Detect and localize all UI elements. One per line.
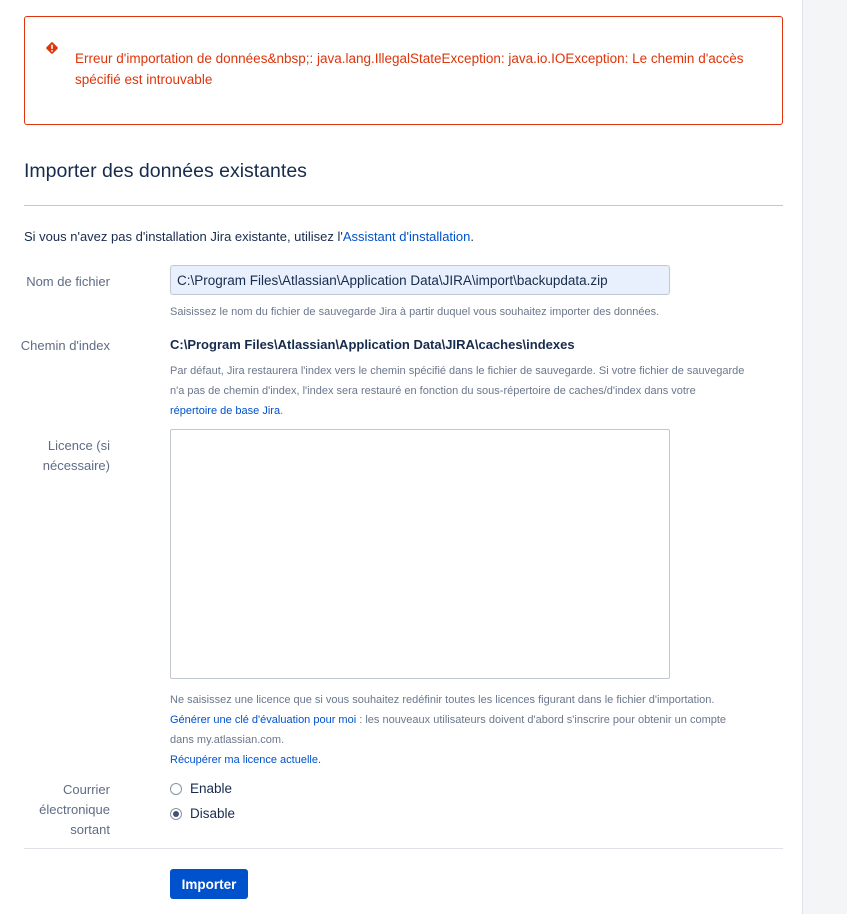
outgoing-mail-label-line2: électronique sortant	[39, 802, 110, 837]
form-divider	[24, 848, 783, 849]
licence-help-line3: dans my.atlassian.com.	[170, 734, 285, 746]
error-message-box	[24, 16, 783, 125]
filename-label: Nom de fichier	[26, 274, 110, 289]
licence-label-line1: Licence (si	[47, 438, 110, 453]
index-path-help-line1: Par défaut, Jira restaurera l'index vers le chemin spécifié dans le fichier de sauvegarde. Si votre fichier de sauvegarde	[170, 365, 745, 377]
licence-help-line4	[170, 750, 321, 770]
filename-help: Saisissez le nom du fichier de sauvegarde Jira à partir duquel vous souhaitez importer des données.	[170, 306, 660, 318]
mail-disable-radio[interactable]	[170, 808, 182, 820]
index-path-help-line2: n'a pas de chemin d'index, l'index sera restauré en fonction du sous-répertoire de caches/d'index dans votre	[170, 385, 696, 397]
licence-textarea[interactable]	[170, 429, 670, 679]
mail-option-enable[interactable]	[170, 781, 232, 796]
intro-text-before: Si vous n'avez pas d'installation Jira existante, utilisez l'	[24, 229, 343, 244]
licence-label	[43, 436, 110, 476]
outgoing-mail-label	[0, 780, 110, 840]
outgoing-mail-label-line1: Courrier	[63, 782, 110, 797]
index-path-help-after: .	[280, 405, 284, 417]
title-divider	[24, 205, 783, 206]
error-text: Erreur d'importation de données&nbsp;: java.lang.IllegalStateException: java.io.IOException: Le chemin d'accès spécifié est introuvable	[75, 51, 744, 87]
licence-generate-after: : les nouveaux utilisateurs doivent d'abord s'inscrire pour obtenir un compte	[356, 714, 727, 726]
mail-option-disable[interactable]	[170, 806, 235, 821]
intro-text	[24, 229, 474, 244]
licence-help-line1: Ne saisissez une licence que si vous souhaitez redéfinir toutes les licences figurant dans le fichier d'importation.	[170, 694, 715, 706]
index-path-value: C:\Program Files\Atlassian\Application Data\JIRA\caches\indexes	[170, 337, 575, 352]
setup-wizard-link[interactable]: Assistant d'installation	[342, 229, 471, 244]
import-button[interactable]: Importer	[170, 869, 248, 899]
generate-evaluation-key-link[interactable]: Générer une clé d'évaluation pour moi	[170, 714, 357, 726]
error-diamond-icon	[45, 41, 59, 55]
licence-help-line2	[170, 710, 726, 730]
mail-enable-label: Enable	[190, 781, 233, 796]
jira-home-link[interactable]: répertoire de base Jira	[170, 405, 281, 417]
mail-disable-label: Disable	[190, 806, 236, 821]
retrieve-licence-link[interactable]: Récupérer ma licence actuelle.	[170, 754, 322, 766]
page-title: Importer des données existantes	[24, 160, 307, 182]
index-path-help-line3	[170, 401, 283, 421]
filename-input[interactable]	[170, 265, 670, 295]
mail-enable-radio[interactable]	[170, 783, 182, 795]
index-path-label: Chemin d'index	[20, 338, 110, 353]
licence-label-line2: nécessaire)	[42, 458, 110, 473]
intro-text-after: .	[470, 229, 475, 244]
